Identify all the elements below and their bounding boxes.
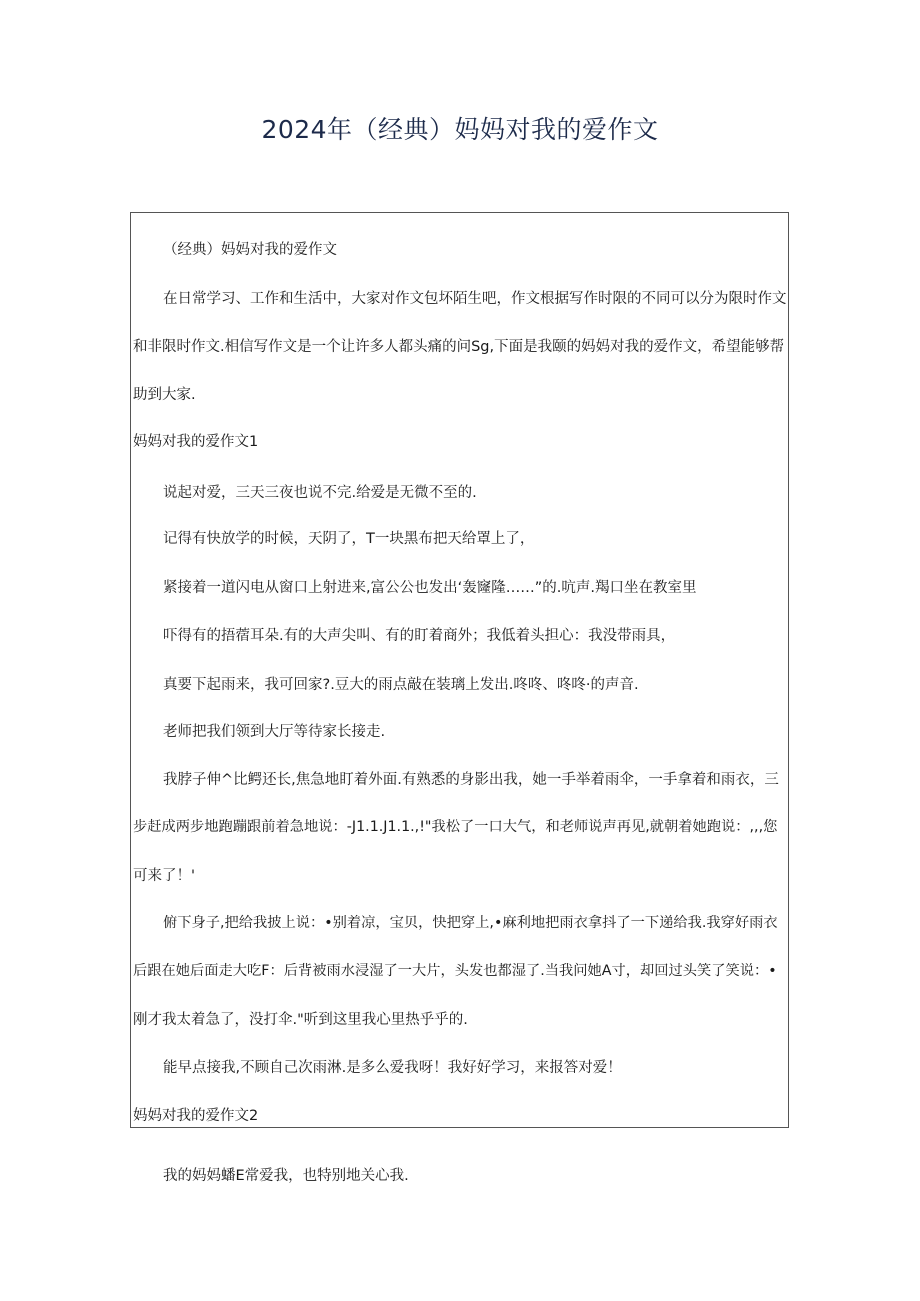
intro-line-1: 在日常学习、工作和生活中，大家对作文包坏陌生吧，作文根据写作时限的不同可以分为限时作文 bbox=[163, 291, 787, 307]
paragraph-9: 能早点接我,不顾自己次雨淋.是多么爱我呀！我好好学习，来报答对爱！ bbox=[163, 1060, 622, 1076]
intro-line-3: 助到大家. bbox=[133, 387, 196, 403]
paragraph-5: 真要下起雨来，我可回家?.豆大的雨点敲在装璃上发出.咚咚、咚咚·的声音. bbox=[163, 677, 639, 693]
paragraph-6: 老师把我们领到大厅等待家长接走. bbox=[163, 724, 386, 740]
paragraph-2: 记得有快放学的时候，天阴了，T一块黑布把天给罩上了， bbox=[163, 531, 535, 547]
subtitle: （经典）妈妈对我的爱作文 bbox=[163, 242, 337, 258]
after-box-paragraph-1: 我的妈妈蟠E常爱我，也特别地关心我. bbox=[163, 1168, 409, 1184]
paragraph-4: 吓得有的捂蓿耳朵.有的大声尖叫、有的盯着商外；我低着头担心：我没带雨具， bbox=[163, 628, 676, 644]
section-heading-2: 妈妈对我的爱作文2 bbox=[133, 1108, 259, 1124]
paragraph-3: 紧接着一道闪电从窗口上射进来,富公公也发出‘轰窿隆……”的.吭声.羯口坐在教室里 bbox=[163, 580, 697, 596]
paragraph-7-line-2: 步赶成两步地跑蹦跟前着急地说：-J1.1.J1.1.,!"我松了一口大气，和老师说声再见,就朝着她跑说：,,,您 bbox=[133, 819, 778, 835]
section-heading-1: 妈妈对我的爱作文1 bbox=[133, 434, 259, 450]
paragraph-8-line-3: 刚才我太着急了，没打伞."听到这里我心里热乎乎的. bbox=[133, 1012, 468, 1028]
paragraph-7-line-3: 可来了！' bbox=[133, 868, 195, 884]
intro-line-2: 和非限时作文.相信写作文是一个让许多人都头痛的问Sg,下面是我颐的妈妈对我的爱作文，希望能够帮 bbox=[133, 339, 785, 355]
paragraph-1: 说起对爱，三天三夜也说不完.给爱是无微不至的. bbox=[163, 485, 477, 501]
paragraph-7-line-1: 我脖子伸^比鳄还长,焦急地盯着外面.有熟悉的身影出我，她一手举着雨伞，一手拿着和雨衣，三 bbox=[163, 772, 779, 788]
paragraph-8-line-2: 后跟在她后面走大吃F：后背被雨水浸湿了一大片，头发也都湿了.当我问她A寸，却回过头笑了笑说：• bbox=[133, 963, 777, 979]
paragraph-8-line-1: 俯下身子,把给我披上说：•别着凉，宝贝，快把穿上,•麻利地把雨衣拿抖了一下递给我.我穿好雨衣 bbox=[163, 915, 778, 931]
document-title: 2024年（经典）妈妈对我的爱作文 bbox=[261, 115, 659, 144]
